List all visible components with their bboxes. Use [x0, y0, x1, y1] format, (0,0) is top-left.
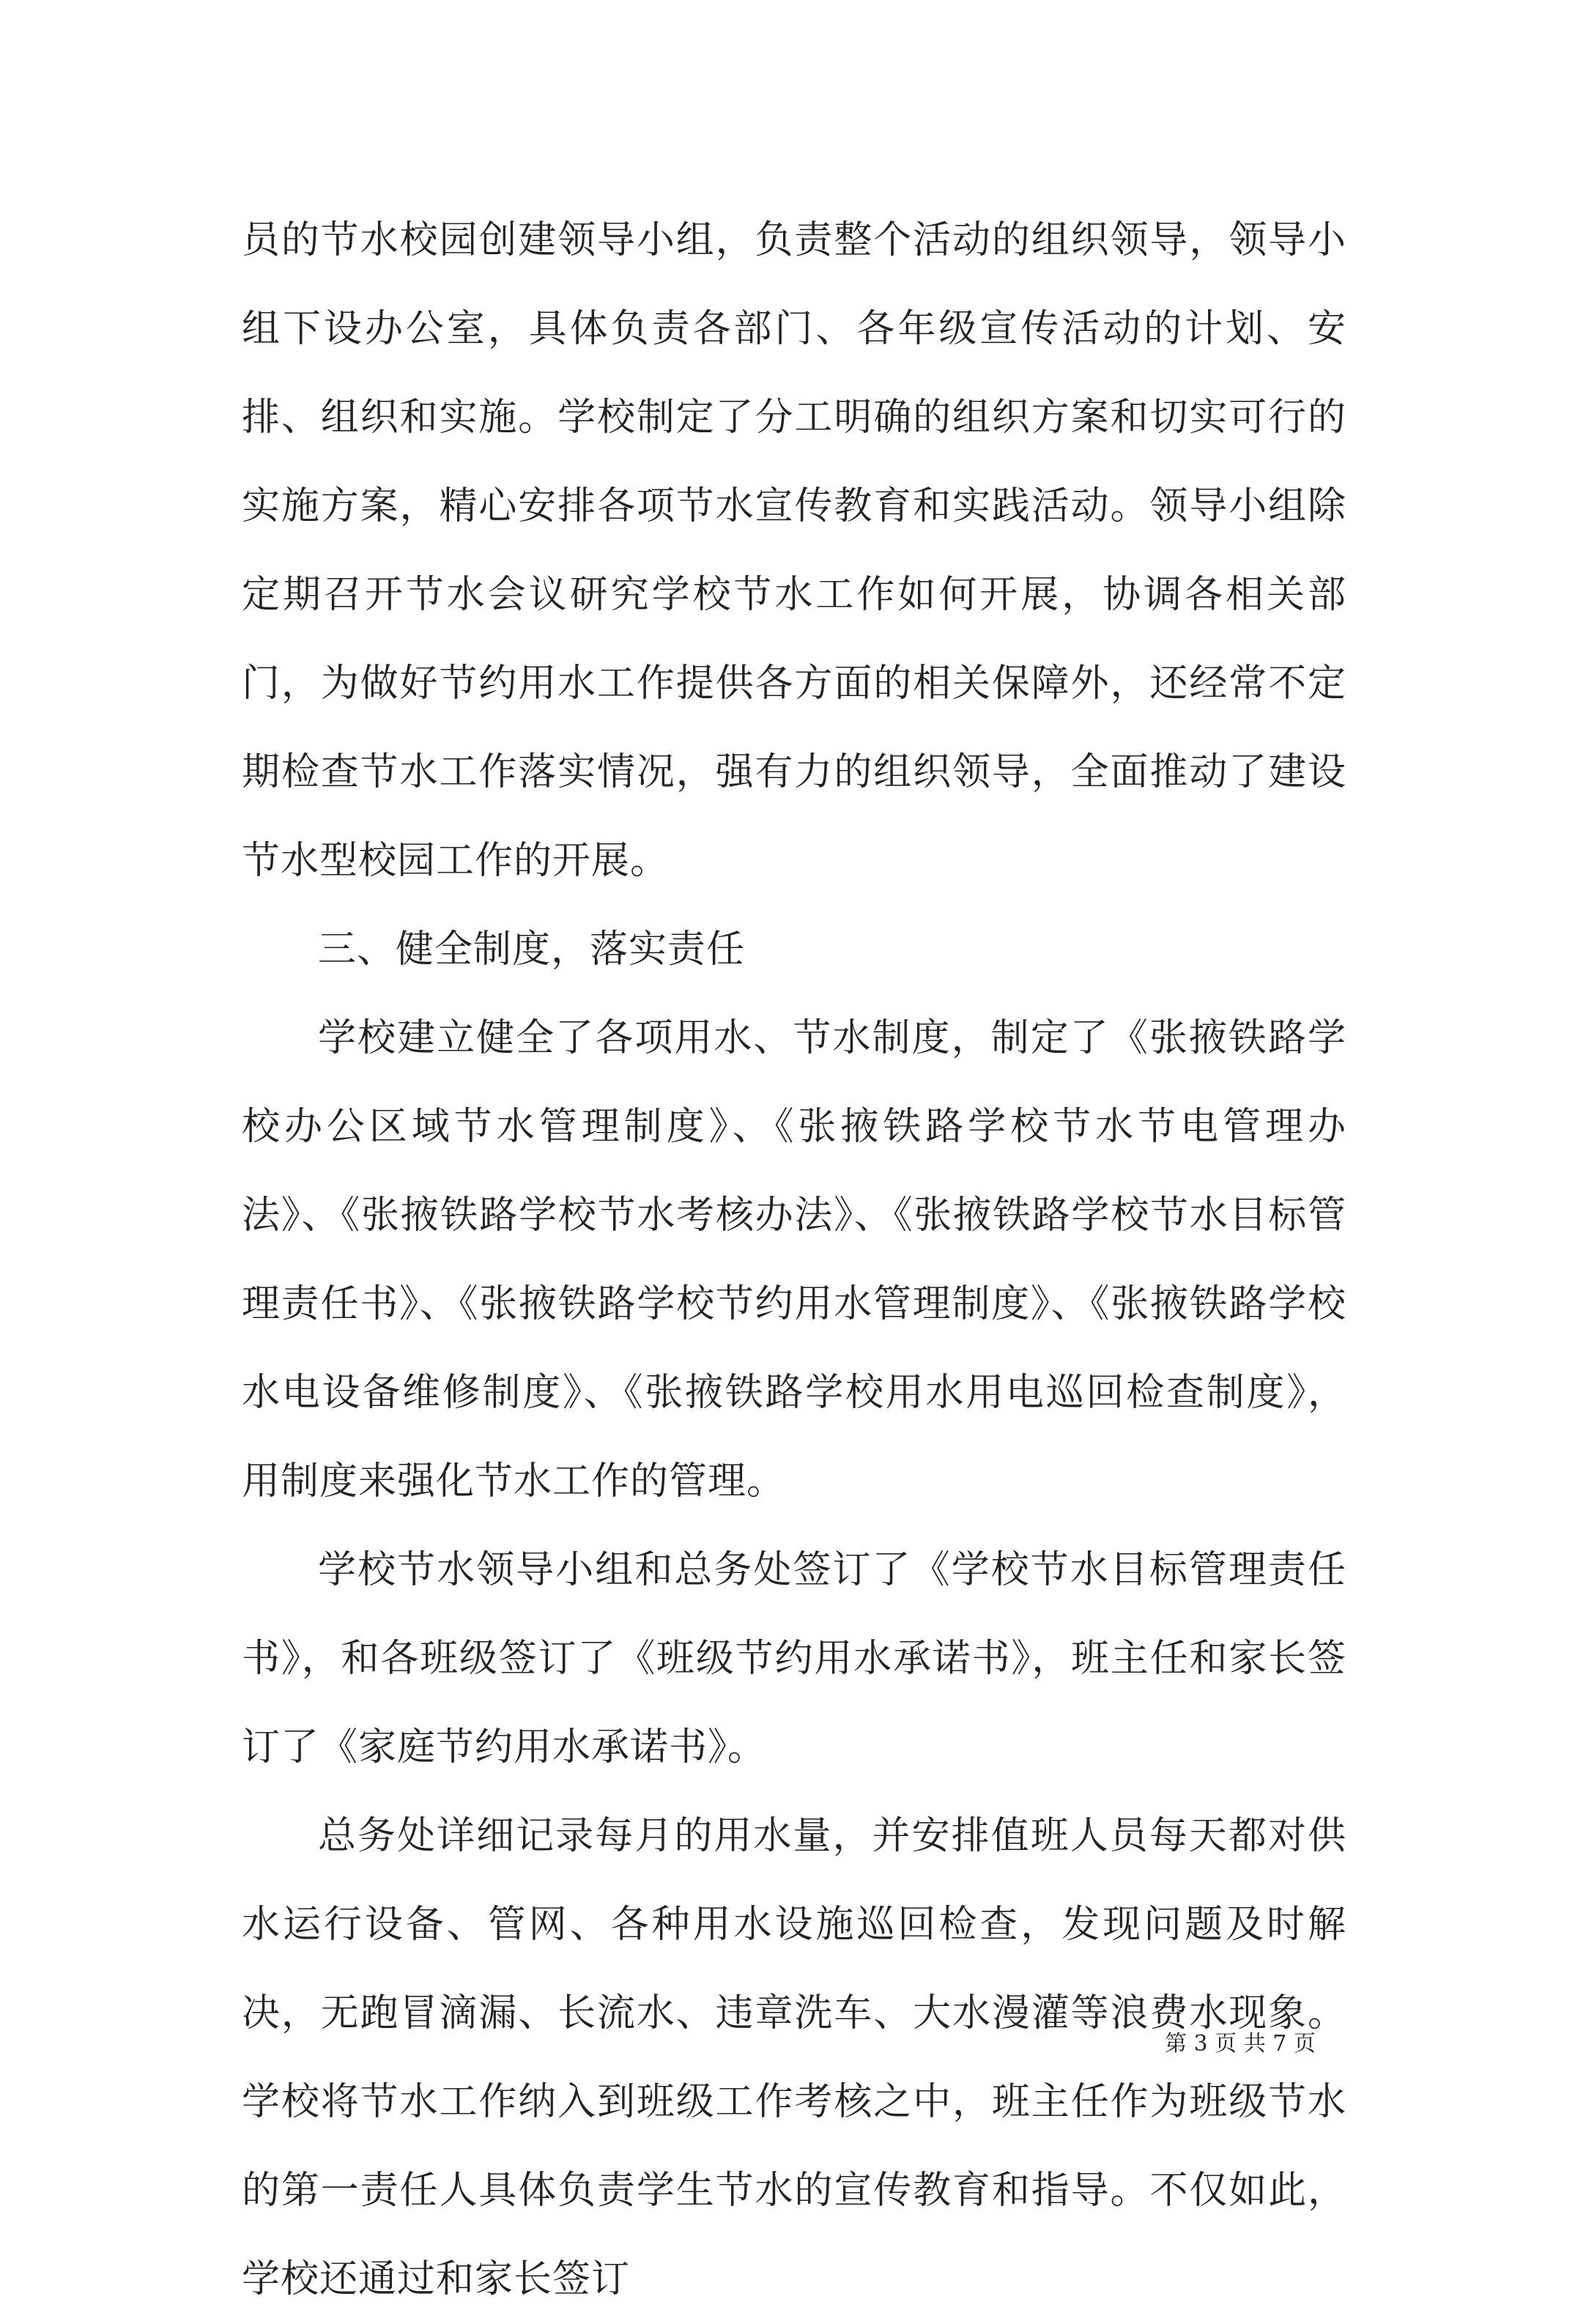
document-body [242, 196, 1346, 2324]
paragraph-rules-list: 学校建立健全了各项用水、节水制度，制定了《张掖铁路学校办公区域节水管理制度》、《张掖铁路学校节水节电管理办法》、《张掖铁路学校节水考核办法》、《张掖铁路学校节水目标管理责任书》、《张掖铁路学校节约用水管理制度》、《张掖铁路学校水电设备维修制度》、《张掖铁路学校用水用电巡回检查制度》，用制度来强化节水工作的管理。 [242, 1016, 1346, 1503]
section-heading-rules: 三、健全制度，落实责任 [318, 928, 746, 972]
paragraph-leadership-group: 员的节水校园创建领导小组，负责整个活动的组织领导，领导小组下设办公室，具体负责各部门、各年级宣传活动的计划、安排、组织和实施。学校制定了分工明确的组织方案和切实可行的实施方案，精心安排各项节水宣传教育和实践活动。领导小组除定期召开节水会议研究学校节水工作如何开展，协调各相关部门，为做好节约用水工作提供各方面的相关保障外，还经常不定期检查节水工作落实情况，强有力的组织领导，全面推动了建设节水型校园工作的开展。 [242, 218, 1346, 883]
paragraph-responsibility-letters: 学校节水领导小组和总务处签订了《学校节水目标管理责任书》，和各班级签订了《班级节约用水承诺书》，班主任和家长签订了《家庭节约用水承诺书》。 [242, 1548, 1346, 1769]
paragraph-water-inspection: 总务处详细记录每月的用水量，并安排值班人员每天都对供水运行设备、管网、各种用水设施巡回检查，发现问题及时解决，无跑冒滴漏、长流水、违章洗车、大水漫灌等浪费水现象。学校将节水工作纳入到班级工作考核之中，班主任作为班级节水的第一责任人具体负责学生节水的宣传教育和指导。不仅如此，学校还通过和家长签订 [242, 1814, 1346, 2301]
page-number-footer: 第 3 页 共 7 页 [1165, 2031, 1316, 2057]
